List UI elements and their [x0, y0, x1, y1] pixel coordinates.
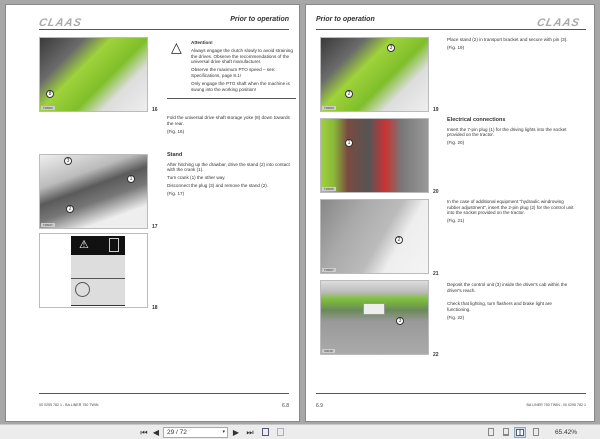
- first-page-button[interactable]: ⏮: [140, 428, 148, 437]
- section-header: Prior to operation: [316, 16, 375, 23]
- body-text: Disconnect the plug (3) and remove the stand (2).: [167, 183, 269, 189]
- body-text: Fold the universal drive shaft storage yoke (8) down towards the rear.: [167, 115, 290, 126]
- fold-instructions: [167, 115, 295, 137]
- hydraulic-plug-text: [447, 199, 575, 226]
- callout: 2: [395, 236, 403, 244]
- body-text: Check that lighting, turn flashers and brake light are functioning.: [447, 301, 552, 312]
- pdf-toolbar: [0, 424, 600, 439]
- figure-tag: TW003: [324, 106, 334, 110]
- section-title: Electrical connections: [447, 117, 506, 123]
- callout: 3: [64, 157, 72, 165]
- electrical-connections-section: [447, 118, 575, 148]
- figure-20-image: [320, 118, 429, 193]
- figure-reference: (Fig. 19): [447, 45, 465, 51]
- next-page-button[interactable]: ▶: [232, 428, 240, 437]
- previous-page-button[interactable]: ◀: [152, 428, 160, 437]
- control-unit-text: [447, 282, 575, 323]
- footer-doc-id: 00 0295 782 1 - BA LINER 750 TWIN: [39, 403, 99, 407]
- page-number-input[interactable]: [163, 427, 228, 438]
- footer-doc-id: BA LINER 750 TWIN - 00 0295 782 1: [526, 403, 586, 407]
- callout: 8: [46, 90, 54, 98]
- figure-tag: TW027: [43, 223, 53, 227]
- figure-16-image: [39, 37, 148, 112]
- figure-number: 16: [152, 107, 158, 113]
- figure-17-image: [39, 154, 148, 229]
- header-divider: [316, 29, 586, 30]
- figure-number: 21: [433, 271, 439, 277]
- footer-divider: [316, 393, 586, 394]
- figure-number: 19: [433, 107, 439, 113]
- figure-tag: TW002: [43, 106, 53, 110]
- callout: 2: [345, 90, 353, 98]
- body-text: Insert the 7-pin plug (1) for the driving lights into the socket provided on the tractor.: [447, 126, 567, 138]
- figure-number: 18: [152, 305, 158, 311]
- header-divider: [39, 29, 289, 30]
- figure-18-warning-sign: [39, 233, 148, 308]
- figure-number: 22: [433, 352, 439, 358]
- figure-tag: TW005: [324, 187, 334, 191]
- figure-reference: (Fig. 17): [167, 191, 185, 197]
- figure-number: 17: [152, 224, 158, 230]
- figure-19-image: [320, 37, 429, 112]
- figure-tag: TW007: [324, 268, 334, 272]
- stand-section: [167, 153, 295, 200]
- zoom-level[interactable]: 65.42%: [554, 429, 578, 436]
- warning-pictogram: [71, 255, 125, 306]
- paste-icon[interactable]: [275, 427, 285, 438]
- figure-tag: S0018: [324, 349, 333, 353]
- figure-22-image: [320, 280, 429, 355]
- claas-logo: CLAAS: [37, 17, 84, 29]
- right-page: [305, 4, 595, 422]
- figure-reference: (Fig. 20): [447, 140, 465, 146]
- chevron-down-icon[interactable]: ▾: [222, 429, 225, 435]
- figure-reference: (Fig. 21): [447, 218, 465, 224]
- figure-21-image: [320, 199, 429, 274]
- body-text: After hitching up the drawbar, drive the stand (2) into contact with the crank (1).: [167, 161, 290, 173]
- callout: 1: [345, 139, 353, 147]
- stand-transport-text: [447, 37, 575, 53]
- warning-triangle-icon: ⚠: [79, 239, 89, 251]
- body-text: In the case of additional equipment "hydraulic windrowing rubber adjustment", insert the 2-pin plug (2) for the control unit into the socket provided on the tractor.: [447, 199, 574, 216]
- warning-sign-header: [71, 236, 125, 255]
- body-text: Deposit the control unit (3) inside the driver's cab within the driver's reach.: [447, 282, 568, 293]
- left-page: [5, 4, 300, 422]
- figure-number: 20: [433, 189, 439, 195]
- callout: 3: [396, 317, 404, 325]
- body-text: Turn crank (1) the other way.: [167, 175, 226, 181]
- claas-logo: CLAAS: [535, 17, 582, 29]
- figure-reference: (Fig. 22): [447, 314, 465, 320]
- manual-icon: [109, 238, 119, 252]
- section-title: Stand: [167, 152, 183, 158]
- section-header: Prior to operation: [230, 16, 289, 23]
- page-number-value: 29 / 72: [167, 429, 187, 436]
- single-page-view-icon[interactable]: [486, 427, 495, 438]
- attention-text: Observe the maximum PTO speed – see: Specifications, page 8.1!: [191, 67, 276, 78]
- copy-icon[interactable]: [260, 427, 270, 438]
- footer-divider: [39, 393, 289, 394]
- body-text: Place stand (2) in transport bracket and secure with pin (3).: [447, 37, 568, 42]
- warning-triangle-icon: △: [171, 39, 182, 55]
- footer-page-number: 6.8: [282, 403, 289, 409]
- attention-text: Always engage the clutch slowly to avoid straining the drives. Observe the recommendations of the universal drive shaft manufacturer.: [191, 48, 293, 65]
- callout: 2: [66, 205, 74, 213]
- callout: 1: [127, 175, 135, 183]
- figure-reference: (Fig. 16): [167, 128, 185, 134]
- attention-text: Only engage the PTO shaft when the machine is swung into the working position!: [191, 81, 290, 92]
- control-unit: [363, 303, 385, 315]
- callout: 3: [387, 44, 395, 52]
- attention-title: Attention!: [191, 40, 213, 45]
- two-page-view-icon[interactable]: [514, 427, 526, 438]
- continuous-view-icon[interactable]: [501, 427, 510, 438]
- two-page-continuous-view-icon[interactable]: [531, 427, 540, 438]
- attention-box: [167, 40, 296, 99]
- last-page-button[interactable]: ⏭: [246, 428, 254, 437]
- footer-page-number: 6.9: [316, 403, 323, 409]
